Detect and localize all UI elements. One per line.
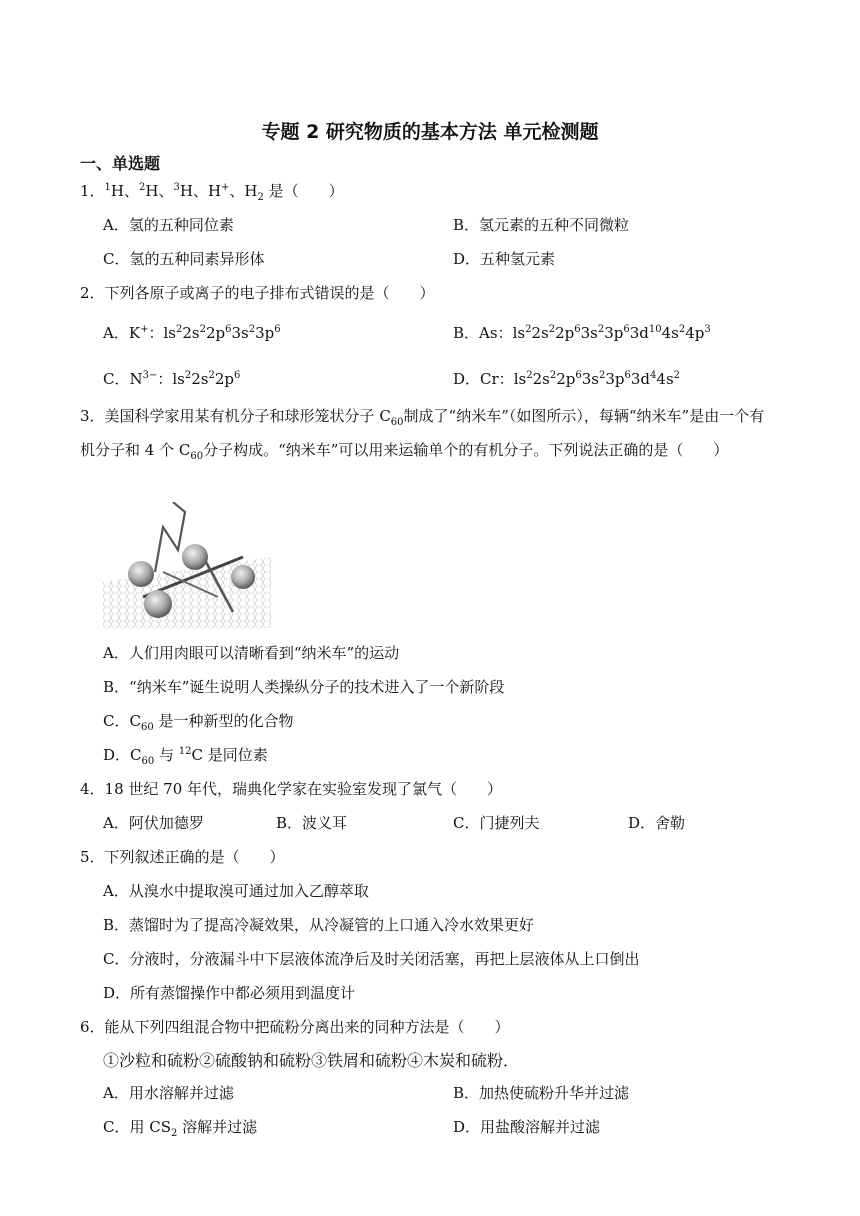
orbital-electron-count: 2: [549, 370, 557, 381]
orbital-electron-count: 2: [208, 370, 215, 381]
orbital-label: 3p: [605, 370, 625, 388]
orbital-electron-count: 2: [673, 370, 681, 381]
question-4-option-b[interactable]: B．波义耳: [276, 814, 348, 832]
orbital-electron-count: 2: [548, 324, 556, 335]
question-5-stem: 5．下列叙述正确的是（ ）: [80, 848, 285, 866]
page-title: 专题 2 研究物质的基本方法 单元检测题: [261, 121, 599, 143]
orbital-label: 3p: [255, 324, 275, 342]
orbital-label: 2s: [532, 370, 550, 388]
question-6-stem: 6．能从下列四组混合物中把硫粉分离出来的同种方法是（ ）: [80, 1018, 510, 1036]
question-1-option-c[interactable]: C．氢的五种同素异形体: [103, 250, 265, 268]
question-6-option-c[interactable]: C．用 $CS_2$ 溶解并过滤: [103, 1118, 258, 1139]
question-6-option-d[interactable]: D．用盐酸溶解并过滤: [453, 1118, 601, 1136]
section-heading: 一、单选题: [80, 154, 161, 173]
electron-config: [514, 370, 680, 388]
orbital-label: 4s: [656, 370, 674, 388]
orbital-label: 3p: [604, 324, 624, 342]
orbital-label: 2s: [182, 324, 200, 342]
orbital-electron-count: 2: [199, 324, 206, 335]
orbital-label: 2s: [191, 370, 209, 388]
orbital-label: 2s: [531, 324, 549, 342]
question-3-option-d[interactable]: D．$C_{60}$ 与 $^{12}$C 是同位素: [103, 746, 268, 767]
question-5-option-c[interactable]: C．分液时，分液漏斗中下层液体流净后及时关闭活塞，再把上层液体从上口倒出: [103, 950, 640, 968]
electron-config: [513, 324, 711, 342]
orbital-label: 2p: [214, 370, 235, 388]
orbital-label: 3s: [581, 370, 599, 388]
orbital-electron-count: 6: [575, 370, 582, 381]
question-3-stem-line-2: 机分子和 4 个 $C_{60}$分子构成。“纳米车”可以用来运输单个的有机分子。下列说法正确的是（ ）: [80, 441, 729, 462]
orbital-electron-count: 10: [648, 324, 662, 335]
question-2-option-c[interactable]: C．$N^{3-}$：$ls^22s^22p^6$: [103, 370, 241, 388]
orbital-electron-count: 2: [248, 324, 256, 335]
orbital-electron-count: 4: [650, 370, 657, 381]
orbital-label: 4s: [661, 324, 679, 342]
orbital-electron-count: 6: [623, 324, 630, 335]
question-4-option-c[interactable]: C．门捷列夫: [453, 814, 540, 832]
orbital-label: 3s: [580, 324, 598, 342]
question-3-option-a[interactable]: A．人们用肉眼可以清晰看到“纳米车”的运动: [103, 644, 400, 662]
orbital-electron-count: 2: [598, 370, 606, 381]
orbital-electron-count: 2: [597, 324, 605, 335]
orbital-electron-count: 2: [525, 324, 532, 335]
question-6-mixture-list: ①沙粒和硫粉②硫酸钠和硫粉③铁屑和硫粉④木炭和硫粉．: [103, 1051, 520, 1070]
question-2-option-a[interactable]: A．K+：$ls^22s^22p^63s^23p^6$: [103, 324, 281, 342]
question-1-stem: 1．$^1$H、$^2$H、$^3$H、H+、$H_2$ 是（ ）: [80, 182, 344, 203]
question-3-stem-line-1: 3．美国科学家用某有机分子和球形笼状分子 $C_{60}$制成了“纳米车”（如图所示），每辆“纳米车”是由一个有: [80, 407, 765, 428]
question-1-option-a[interactable]: A．氢的五种同位素: [103, 216, 234, 234]
question-5-option-d[interactable]: D．所有蒸馏操作中都必须用到温度计: [103, 984, 356, 1002]
orbital-electron-count: 3: [704, 324, 711, 335]
question-1-option-b[interactable]: B．氢元素的五种不同微粒: [453, 216, 630, 234]
question-4-option-a[interactable]: A．阿伏加德罗: [103, 814, 204, 832]
question-2-stem: 2．下列各原子或离子的电子排布式错误的是（ ）: [80, 284, 435, 302]
electron-config: [163, 324, 280, 342]
question-3-option-b[interactable]: B．“纳米车”诞生说明人类操纵分子的技术进入了一个新阶段: [103, 678, 505, 696]
question-4-stem: 4．18 世纪 70 年代，瑞典化学家在实验室发现了氯气（ ）: [80, 780, 503, 798]
orbital-label: 2p: [556, 370, 576, 388]
question-6-option-b[interactable]: B．加热使硫粉升华并过滤: [453, 1084, 630, 1102]
orbital-electron-count: 6: [225, 324, 232, 335]
electron-config: [172, 370, 240, 388]
question-5-option-b[interactable]: B．蒸馏时为了提高冷凝效果，从冷凝管的上口通入冷水效果更好: [103, 916, 535, 934]
orbital-label: 3s: [231, 324, 249, 342]
question-5-option-a[interactable]: A．从溴水中提取溴可通过加入乙醇萃取: [103, 882, 369, 900]
orbital-electron-count: 6: [274, 324, 281, 335]
orbital-label: 3d: [630, 370, 651, 388]
orbital-electron-count: 6: [574, 324, 581, 335]
question-1-option-d[interactable]: D．五种氢元素: [453, 250, 556, 268]
question-4-option-d[interactable]: D．舍勒: [628, 814, 686, 832]
question-6-option-a[interactable]: A．用水溶解并过滤: [103, 1084, 234, 1102]
orbital-label: ls: [163, 324, 176, 342]
orbital-electron-count: 2: [175, 324, 183, 335]
orbital-label: 3d: [629, 324, 649, 342]
orbital-label: 4p: [685, 324, 705, 342]
orbital-label: ls: [512, 324, 526, 342]
nanocar-figure: [103, 502, 271, 628]
orbital-electron-count: 2: [526, 370, 533, 381]
orbital-electron-count: 6: [624, 370, 631, 381]
question-3-option-c[interactable]: C．$C_{60}$ 是一种新型的化合物: [103, 712, 294, 733]
orbital-label: 2p: [555, 324, 575, 342]
orbital-electron-count: 6: [234, 370, 241, 381]
question-2-option-d[interactable]: D．Cr：$ls^22s^22p^63s^23p^63d^44s^2$: [453, 370, 681, 388]
orbital-label: ls: [513, 370, 527, 388]
orbital-label: 2p: [205, 324, 226, 342]
orbital-electron-count: 2: [184, 370, 192, 381]
orbital-label: ls: [172, 370, 185, 388]
question-2-option-b[interactable]: B．As：$ls^22s^22p^63s^23p^63d^{10}4s^24p^3$: [453, 324, 711, 342]
orbital-electron-count: 2: [678, 324, 686, 335]
